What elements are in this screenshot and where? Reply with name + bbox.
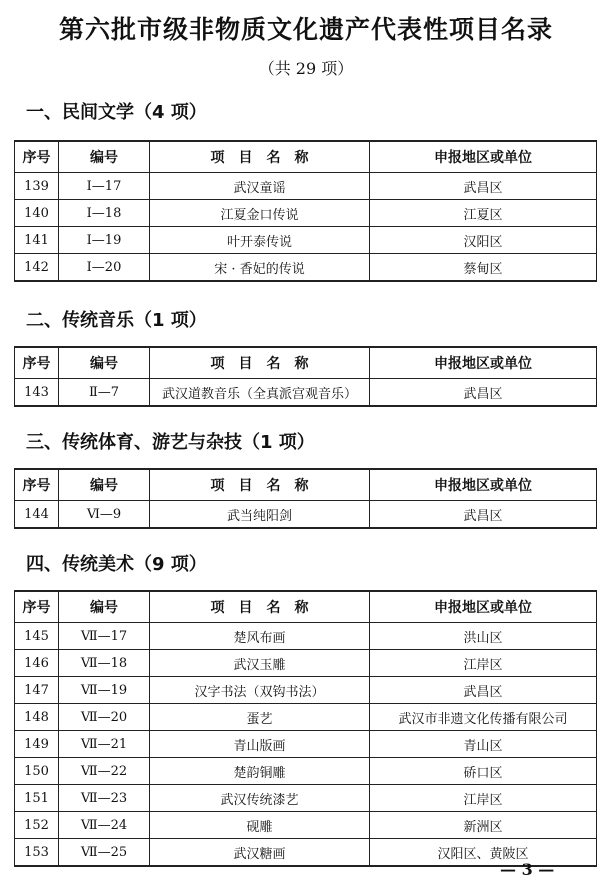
table-row <box>15 812 597 839</box>
table-row <box>15 227 597 254</box>
table-cell: Ⅰ—17 <box>59 173 150 200</box>
table-cell: Ⅵ—9 <box>59 501 150 529</box>
table-header-row <box>15 347 597 379</box>
column-header: 序号 <box>15 591 59 623</box>
table-cell: 宋 · 香妃的传说 <box>150 254 370 282</box>
table-cell: 150 <box>15 758 59 785</box>
table-row <box>15 650 597 677</box>
table-cell: 江夏区 <box>370 200 597 227</box>
table-cell: Ⅶ—17 <box>59 623 150 650</box>
page-title: 第六批市级非物质文化遗产代表性项目名录 <box>58 15 553 44</box>
table-cell: 武汉糖画 <box>150 839 370 867</box>
table-cell: Ⅰ—20 <box>59 254 150 282</box>
column-header: 编号 <box>59 347 150 379</box>
items-table <box>14 590 597 867</box>
table-cell: 武昌区 <box>370 501 597 529</box>
page-subtitle: （共 29 项） <box>258 59 354 78</box>
table-cell: Ⅶ—25 <box>59 839 150 867</box>
table-cell: 武汉市非遗文化传播有限公司 <box>370 704 597 731</box>
table-row <box>15 704 597 731</box>
table-cell: 140 <box>15 200 59 227</box>
column-header: 项 目 名 称 <box>150 469 370 501</box>
table-cell: 武昌区 <box>370 677 597 704</box>
table-row <box>15 254 597 282</box>
table-cell: Ⅶ—24 <box>59 812 150 839</box>
items-table <box>14 140 597 282</box>
table-cell: 武汉童谣 <box>150 173 370 200</box>
table-row <box>15 173 597 200</box>
table-row <box>15 501 597 529</box>
table-cell: Ⅱ—7 <box>59 379 150 407</box>
table-row <box>15 200 597 227</box>
table-cell: Ⅶ—19 <box>59 677 150 704</box>
table-row <box>15 623 597 650</box>
table-cell: 145 <box>15 623 59 650</box>
table-cell: 147 <box>15 677 59 704</box>
table-cell: Ⅶ—18 <box>59 650 150 677</box>
table-cell: 武昌区 <box>370 173 597 200</box>
table-cell: 汉阳区 <box>370 227 597 254</box>
table-cell: 141 <box>15 227 59 254</box>
table-row <box>15 758 597 785</box>
table-cell: 139 <box>15 173 59 200</box>
column-header: 申报地区或单位 <box>370 591 597 623</box>
table-header-row <box>15 141 597 173</box>
column-header: 申报地区或单位 <box>370 469 597 501</box>
table-cell: 江夏金口传说 <box>150 200 370 227</box>
table-cell: 武当纯阳剑 <box>150 501 370 529</box>
table-cell: 153 <box>15 839 59 867</box>
table-cell: 青山区 <box>370 731 597 758</box>
table-cell: 152 <box>15 812 59 839</box>
table-cell: 151 <box>15 785 59 812</box>
table-cell: 洪山区 <box>370 623 597 650</box>
table-cell: 江岸区 <box>370 650 597 677</box>
table-cell: 新洲区 <box>370 812 597 839</box>
table-cell: 武汉传统漆艺 <box>150 785 370 812</box>
table-cell: Ⅰ—18 <box>59 200 150 227</box>
table-cell: 146 <box>15 650 59 677</box>
column-header: 申报地区或单位 <box>370 347 597 379</box>
page-number: — 3 — <box>500 860 555 879</box>
table-cell: 149 <box>15 731 59 758</box>
column-header: 编号 <box>59 591 150 623</box>
table-cell: 硚口区 <box>370 758 597 785</box>
table-cell: 江岸区 <box>370 785 597 812</box>
table-cell: 武昌区 <box>370 379 597 407</box>
table-row <box>15 677 597 704</box>
table-row <box>15 731 597 758</box>
items-table <box>14 468 597 529</box>
table-cell: 青山版画 <box>150 731 370 758</box>
table-cell: Ⅶ—21 <box>59 731 150 758</box>
table-cell: Ⅶ—23 <box>59 785 150 812</box>
section-title: 三、传统体育、游艺与杂技（1 项） <box>26 432 315 453</box>
table-cell: 砚雕 <box>150 812 370 839</box>
column-header: 项 目 名 称 <box>150 591 370 623</box>
table-cell: 143 <box>15 379 59 407</box>
table-header-row <box>15 469 597 501</box>
column-header: 序号 <box>15 141 59 173</box>
column-header: 编号 <box>59 141 150 173</box>
section-title: 一、民间文学（4 项） <box>26 102 207 123</box>
table-cell: 蛋艺 <box>150 704 370 731</box>
table-cell: 汉阳区、黄陂区 <box>370 839 597 867</box>
table-cell: Ⅶ—22 <box>59 758 150 785</box>
section-title: 二、传统音乐（1 项） <box>26 310 207 331</box>
table-cell: 叶开泰传说 <box>150 227 370 254</box>
table-row <box>15 785 597 812</box>
table-cell: 汉字书法（双钩书法） <box>150 677 370 704</box>
table-cell: Ⅶ—20 <box>59 704 150 731</box>
column-header: 序号 <box>15 347 59 379</box>
table-header-row <box>15 591 597 623</box>
table-cell: Ⅰ—19 <box>59 227 150 254</box>
column-header: 项 目 名 称 <box>150 347 370 379</box>
column-header: 申报地区或单位 <box>370 141 597 173</box>
column-header: 项 目 名 称 <box>150 141 370 173</box>
table-cell: 142 <box>15 254 59 282</box>
table-cell: 148 <box>15 704 59 731</box>
table-cell: 144 <box>15 501 59 529</box>
table-cell: 蔡甸区 <box>370 254 597 282</box>
table-cell: 楚风布画 <box>150 623 370 650</box>
table-cell: 武汉道教音乐（全真派宫观音乐） <box>150 379 370 407</box>
table-row <box>15 379 597 407</box>
column-header: 序号 <box>15 469 59 501</box>
table-cell: 楚韵铜雕 <box>150 758 370 785</box>
section-title: 四、传统美术（9 项） <box>26 554 207 575</box>
column-header: 编号 <box>59 469 150 501</box>
items-table <box>14 346 597 407</box>
table-cell: 武汉玉雕 <box>150 650 370 677</box>
